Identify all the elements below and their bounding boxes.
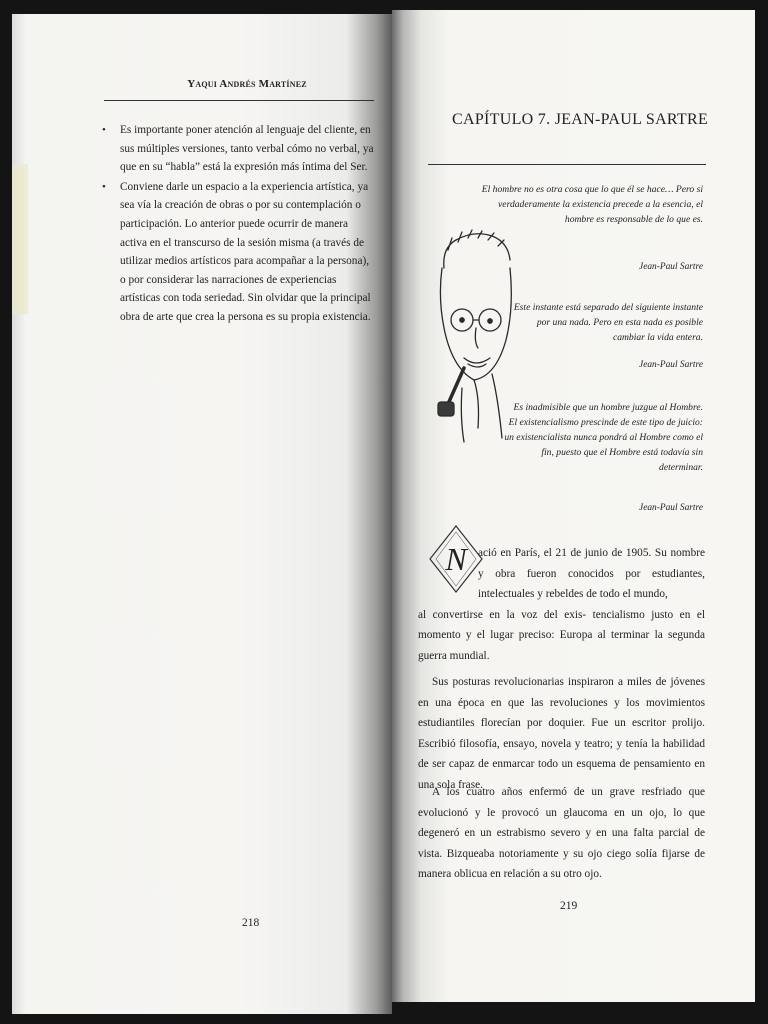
- bullet-icon: •: [102, 124, 106, 136]
- chapter-title: CAPÍTULO 7. JEAN-PAUL SARTRE: [452, 111, 709, 128]
- body-paragraph: [418, 543, 705, 666]
- right-page: [392, 10, 755, 1002]
- chapter-title-rule: [428, 164, 706, 165]
- bullet-text: Es importante poner atención al lenguaje del cliente, en sus múltiples versiones, tanto verbal cómo no verbal, ya que en su “habla” está la expresión más íntima del Ser.: [120, 124, 374, 174]
- epigraph-author: Jean-Paul Sartre: [639, 262, 703, 272]
- epigraph-quote: Este instante está separado del siguiente instante por una nada. Pero en esta nada es posible cambiar la vida entera.: [513, 302, 703, 343]
- body-paragraph: A los cuatro años enfermó de un grave resfriado que evolucionó y le provocó un glaucoma en un ojo, lo que degeneró en un estrabismo severo y en una falta parcial de vista. Bizqueaba notoriamente y su ojo ciego solía fijarse de manera oblicua en relación a su otro ojo.: [418, 786, 705, 880]
- page-number-left: 218: [242, 917, 260, 929]
- list-item: [102, 121, 376, 177]
- sartre-portrait-illustration: [434, 228, 518, 446]
- drop-cap-letter: N: [445, 541, 467, 577]
- paragraph-lead-text: ació en París, el 21 de junio de 1905. Su nombre y obra fueron conocidos por estudiantes, intelectuales y rebeldes de todo el mundo,: [478, 547, 705, 600]
- body-paragraph: Sus posturas revolucionarias inspiraron a miles de jóvenes en una época en que las revoluciones y los movimientos estudiantiles florecían por doquier. Fue un escritor prolijo. Escribió filosofía, ensayo, novela y teatro; y tenía la habilidad de ser capaz de enmarcar todo un esquema de pensamiento en una sola frase.: [418, 676, 705, 791]
- epigraph-quote: El hombre no es otra cosa que lo que él se hace… Pero si verdaderamente la existencia precede a la esencia, el hombre es responsable de lo que es.: [481, 184, 703, 225]
- epigraph-quote: Es inadmisible que un hombre juzgue al Hombre. El existencialismo prescinde de este tipo de juicio: un existencialista nunca pondrá al Hombre como el fin, puesto que el Hombre está todavía sin determinar.: [504, 402, 703, 473]
- epigraph-author: Jean-Paul Sartre: [639, 503, 703, 513]
- page-edge-stain: [12, 164, 28, 314]
- page-number-right: 219: [560, 900, 578, 912]
- epigraph-author: Jean-Paul Sartre: [639, 360, 703, 370]
- running-head: Yaqui Andrés Martínez: [187, 78, 307, 90]
- bullet-icon: •: [102, 180, 106, 193]
- running-head-rule: [104, 100, 374, 101]
- left-page: [12, 14, 392, 1014]
- bullet-text: Conviene darle un espacio a la experiencia artística, ya sea vía la creación de obras o por su contemplación o participación. Lo anterior puede ocurrir de manera activa en el transcurso de la sesión misma (a través de utilizar medios artísticos para acompañar a la persona), o por considerar las narraciones de experiencias artísticas con toda seriedad. Sin olvidar que la principal obra de arte que crea la persona es su propia existencia.: [120, 180, 371, 323]
- paragraph-text: al convertirse en la voz del exis- tencialismo justo en el momento y el lugar preciso: Europa al terminar la segunda guerra mundial.: [418, 608, 705, 662]
- bullet-list: [102, 121, 376, 328]
- list-item: [102, 178, 376, 327]
